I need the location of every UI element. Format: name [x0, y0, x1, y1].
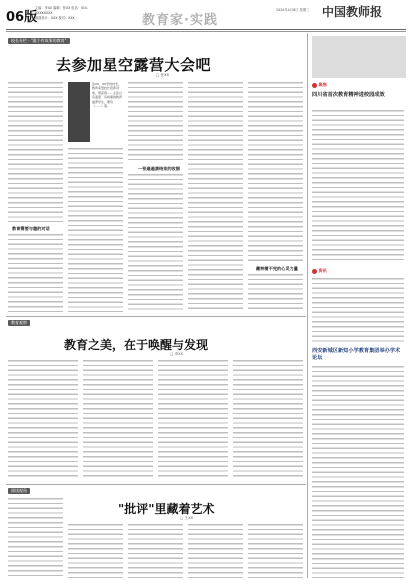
article1-subhead2: 一张遍遍凑结束的收据	[138, 166, 180, 171]
article2-column-tag: 教育观察	[8, 320, 30, 326]
article1-column-tag: 校长专栏 · "做个有故事的教育"	[8, 38, 70, 44]
article3-byline: □ 王XX	[180, 516, 194, 520]
article2-headline: 教育之美，在于唤醒与发现	[64, 338, 209, 352]
article1-subhead1: 教育需要与趣的对话	[12, 226, 50, 231]
article1-subhead3: 藏种着不完的心灵力量	[256, 266, 298, 271]
sidebar-item1-text	[312, 110, 404, 260]
issue-date: 2020年4月8日 星期三	[276, 8, 310, 12]
article1-text-col1	[8, 82, 63, 222]
editor-info	[35, 6, 105, 21]
layout-line: 版面设计：XXX 校对：XXX	[35, 16, 75, 20]
sidebar-item1-title: 四川省首次教育精神进校园成效	[312, 92, 385, 98]
article3-text-col3	[128, 524, 183, 578]
editor-line: 主编：李XX 编辑：张XX 电话：010-XXXXXXXX	[35, 6, 89, 15]
article3-headline: "批评"里藏着艺术	[118, 502, 215, 516]
article-divider-1	[6, 316, 306, 317]
sidebar-tag-1-label: 聚焦	[318, 82, 327, 87]
article1-text-col5	[248, 82, 303, 262]
article3-column-tag: 阅读视角	[8, 488, 30, 494]
page-number: 06版	[6, 10, 38, 25]
article3-text-col2	[68, 524, 123, 578]
article2-text-col3	[158, 360, 228, 480]
bullet-icon	[312, 83, 317, 88]
article3-text-col5	[248, 524, 303, 578]
sidebar-tag-2	[312, 268, 327, 274]
article1-text-col2	[68, 148, 123, 312]
author-photo	[68, 82, 90, 142]
article2-text-col1	[8, 360, 78, 480]
article2-text-col2	[83, 360, 153, 480]
article3-text-col1	[8, 498, 63, 578]
article1-text-col4	[188, 82, 243, 312]
sidebar-tag-2-label: 资讯	[318, 268, 327, 273]
photo-caption: 张XX，XX学校校长，教育家型校长培养对象，曾获得……主张以有温度、有故事的教育涵养学生，著有《……》等。	[92, 82, 123, 109]
article1-byline: □ 张XX	[156, 73, 170, 77]
sidebar-top-banner	[312, 36, 406, 78]
section-title: 教育家·实践	[142, 13, 218, 28]
sidebar-news-text	[312, 278, 404, 342]
sidebar-item2-title: 西安新城区新知小学教育集团举办学术论坛	[312, 348, 401, 361]
article2-text-col4	[233, 360, 303, 480]
article-divider-2	[6, 484, 306, 485]
article1-headline: 去参加星空露营大会吧	[56, 56, 212, 74]
newspaper-masthead: 中国教师报	[322, 5, 383, 19]
sidebar-item2-text	[312, 366, 404, 578]
article1-text-col5b	[248, 274, 303, 312]
sidebar-tag-1	[312, 82, 327, 88]
article1-text-col1b	[8, 234, 63, 312]
header-rule-thin	[6, 31, 406, 32]
bullet-icon	[312, 269, 317, 274]
header-rule	[6, 29, 406, 30]
article1-text-col3b	[128, 174, 183, 312]
sidebar-divider	[307, 33, 308, 578]
article2-byline: □ 李XX	[170, 352, 184, 356]
article1-text-col3	[128, 82, 183, 162]
article3-text-col4	[188, 524, 243, 578]
